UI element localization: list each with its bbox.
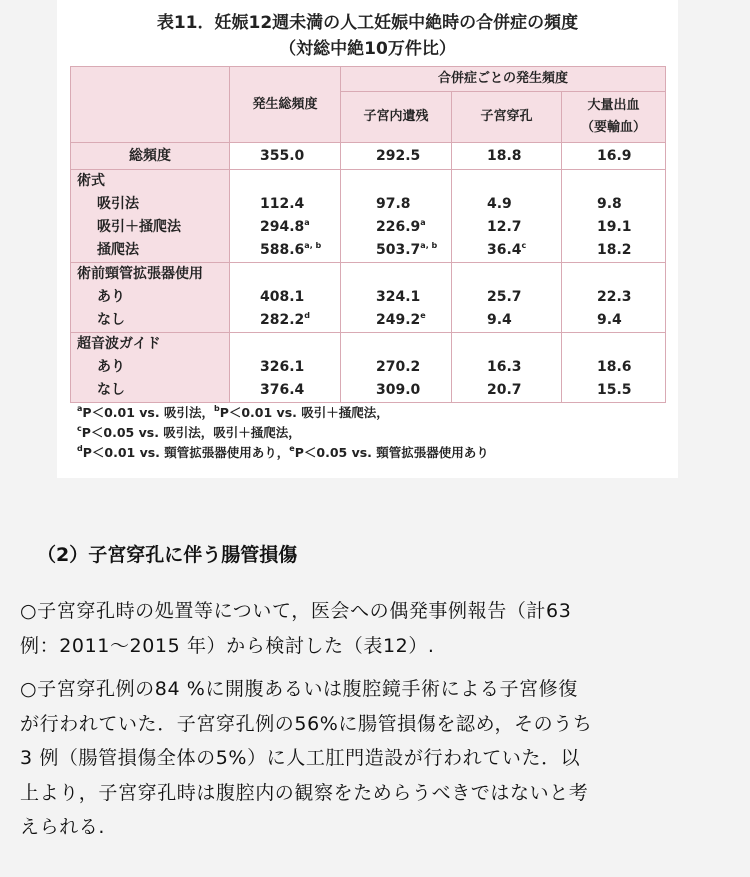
footnote: $^a$P＜0.01 vs. 吸引法，$^b$P＜0.01 vs. 吸引＋掻爬法， xyxy=(77,404,389,420)
section-heading: （2）子宮穿孔に伴う腸管損傷 xyxy=(37,544,298,566)
table-row: 術前頸管拡張器使用 xyxy=(71,263,666,287)
table-header-row xyxy=(71,67,666,92)
paragraph-2: ○子宮穿孔例の84 %に開腹あるいは腹腔鏡手術による子宮修復 が行われていた．子宮穿孔例の56%に腸管損傷を認め，そのうち 3 例（腸管損傷全体の5%）に人工肛門造設が行われていた．以 上より，子宮穿孔時は腹腔内の観察をためらうべきではないと考 えられる. xyxy=(20,678,593,838)
table-subtitle: （対総中絶10万件比） xyxy=(279,39,456,59)
table-row: 吸引＋掻爬法 294.8$^a$ 226.9$^a$ 12.7 19.1 xyxy=(71,216,666,239)
table-row: あり 408.1 324.1 25.7 22.3 xyxy=(71,286,666,309)
table-row: 超音波ガイド xyxy=(71,333,666,357)
header-retained-tissue: 子宮内遺残 xyxy=(341,92,452,143)
header-hemorrhage: 大量出血 （要輸血） xyxy=(562,92,666,143)
footnote: $^c$P＜0.05 vs. 吸引法，吸引＋掻爬法， xyxy=(77,424,301,440)
footnote: $^d$P＜0.01 vs. 頸管拡張器使用あり，$^e$P＜0.05 vs. 頸管拡張器使用あり xyxy=(77,444,489,460)
table-row: 術式 xyxy=(71,170,666,194)
table-row: あり 326.1 270.2 16.3 18.6 xyxy=(71,356,666,379)
header-total-frequency: 発生総頻度 xyxy=(230,67,341,143)
table-row: なし 376.4 309.0 20.7 15.5 xyxy=(71,379,666,403)
header-perforation: 子宮穿孔 xyxy=(452,92,562,143)
table-title: 表11．妊娠12週未満の人工妊娠中絶時の合併症の頻度 xyxy=(156,13,579,33)
table-row: なし 282.2$^d$ 249.2e 9.4 9.4 xyxy=(71,309,666,333)
complication-table xyxy=(70,66,666,403)
paragraph-1: ○子宮穿孔時の処置等について，医会への偶発事例報告（計63 例：2011〜2015 年）から検討した（表12）. xyxy=(20,600,572,657)
table-row: 吸引法 112.4 97.8 4.9 9.8 xyxy=(71,193,666,216)
table-row: 総頻度 355.0 292.5 18.8 16.9 xyxy=(71,143,666,170)
header-group: 合併症ごとの発生頻度 xyxy=(341,67,666,92)
table-footnotes xyxy=(77,403,489,463)
table-row: 掻爬法 588.6$^{a, b}$ 503.7$^{a, b}$ 36.4$^c$ 18.2 xyxy=(71,239,666,263)
table-figure xyxy=(57,0,678,478)
